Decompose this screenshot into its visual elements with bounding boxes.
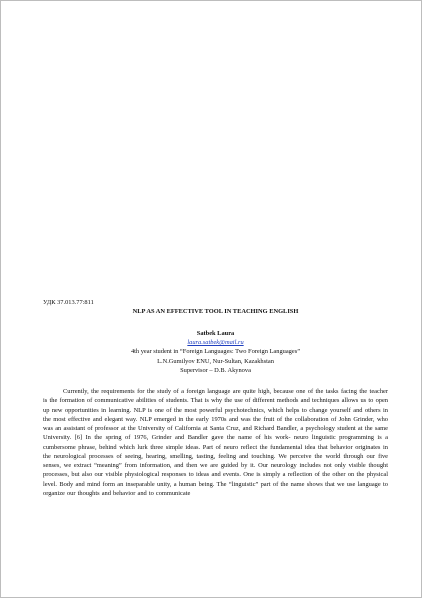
author-email-line: [43, 338, 388, 347]
author-affiliation-line-2: L.N.Gumilyov ENU, Nur-Sultan, Kazakhstan: [157, 357, 274, 365]
udk-code: УДК 37.013.77:811: [43, 299, 94, 306]
author-block: [43, 329, 388, 375]
author-email-link[interactable]: laura.satbek@mail.ru: [187, 339, 244, 347]
body-paragraph-1: Currently, the requirements for the study of a foreign language are quite high, because one of the tasks facing the teacher is the formation of communicative abilities of students. That is why the use of different methods and techniques allows us to open up new opportunities in learning. NLP is one of the most powerful psychotechnics, which helps to change yourself and others in the most effective and elegant way. NLP emerged in the early 1970s and was the fruit of the collaboration of John Grinder, who was an assistant of professor at the University of California at Santa Cruz, and Richard Bandler, a psychology student at the same University. [6] In the spring of 1976, Grinder and Bandler gave the name of his work- neuro linguistic programming is a cumbersome phrase, behind which lurk three simple ideas. Part of neuro reflect the fundamental idea that behavior originates in the neurological processes of seeing, hearing, smelling, tasting, feeling and touching. We perceive the world through our five senses, we extract “meaning” from information, and then we are guided by it. Our neurology includes not only visible thought processes, but also our visible physiological responses to ideas and events. One is simply a reflection of the other on the physical level. Body and mind form an inseparable unity, a human being. The “linguistic” part of the name shows that we use language to organize our thoughts and behavior and to communicate: [43, 388, 388, 497]
author-name: Satbek Laura: [196, 330, 235, 337]
author-affiliation-line-1: 4th year student in “Foreign Languages: Two Foreign Languages”: [130, 348, 301, 356]
body-text: [43, 387, 388, 498]
author-supervisor: Supervisor – D.B. Akynova: [180, 366, 251, 374]
paper-title: NLP AS AN EFFECTIVE TOOL IN TEACHING ENGLISH: [132, 308, 299, 315]
